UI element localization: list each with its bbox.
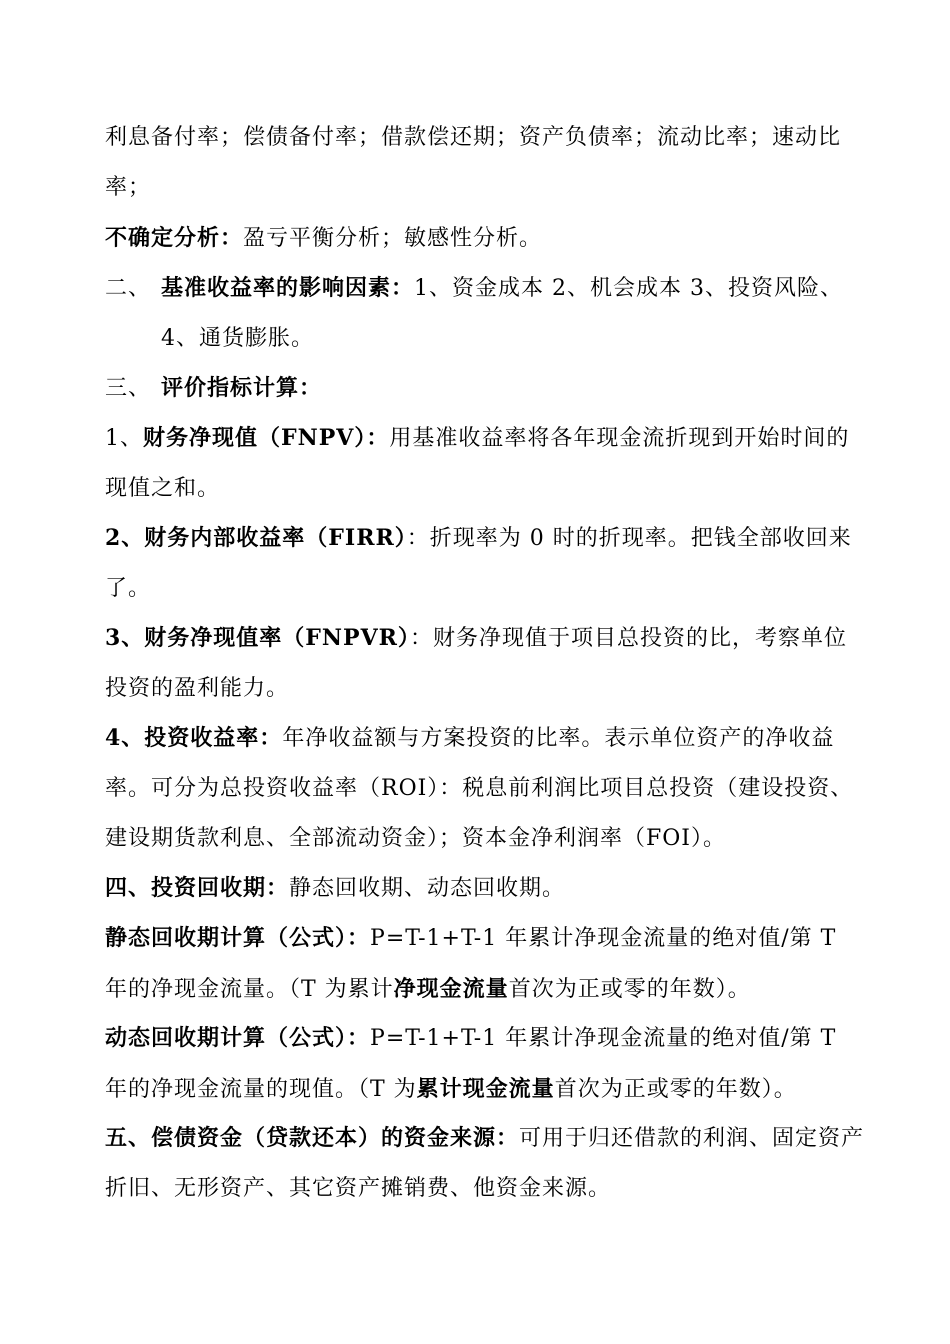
dynamic-payback-formula: P=T-1+T-1 年累计净现金流量的绝对值/第 T 年的净现金流量的现值。（T 为: [105, 1026, 837, 1102]
debt-repayment-heading: 五、偿债资金（贷款还本）的资金来源：: [105, 1125, 520, 1151]
paragraph-fnpv: [105, 413, 865, 514]
firr-text: ：折现率为 0 时的折现率。把钱全部收回来了。: [105, 526, 852, 601]
paragraph-evaluation-indicators: [105, 363, 865, 414]
static-payback-formula: P=T-1+T-1 年累计净现金流量的绝对值/第 T 年的净现金流量。（T 为累计: [105, 926, 837, 1002]
dynamic-payback-tail: 首次为正或零的年数）。: [554, 1077, 797, 1102]
paragraph-debt-repayment-sources: [105, 1113, 865, 1214]
fnpvr-heading: 3、财务净现值率（FNPVR）: [105, 625, 410, 651]
paragraph-uncertainty-analysis: [105, 213, 865, 264]
firr-heading: 2、财务内部收益率（FIRR）: [105, 525, 407, 551]
paragraph-fnpvr: [105, 613, 865, 714]
dynamic-payback-heading: 动态回收期计算（公式）：: [105, 1025, 371, 1051]
payback-period-text: 静态回收期、动态回收期。: [289, 876, 566, 901]
uncertainty-analysis-text: 盈亏平衡分析；敏感性分析。: [243, 226, 543, 251]
dynamic-payback-emphasis: 累计现金流量: [416, 1076, 555, 1102]
static-payback-heading: 静态回收期计算（公式）：: [105, 925, 371, 951]
debt-repayment-text: 可用于归还借款的利润、固定资产折旧、无形资产、其它资产摊销费、他资金来源。: [105, 1126, 865, 1201]
paragraph-dynamic-payback: [105, 1013, 865, 1115]
investment-return-heading: 4、投资收益率：: [105, 725, 283, 751]
paragraph-payback-period: [105, 863, 865, 914]
static-payback-tail: 首次为正或零的年数）。: [508, 977, 751, 1002]
uncertainty-analysis-heading: 不确定分析：: [105, 225, 244, 251]
fnpvr-text: ：财务净现值于项目总投资的比，考察单位投资的盈利能力。: [105, 626, 847, 701]
evaluation-indicators-heading: 评价指标计算：: [161, 375, 323, 401]
paragraph-static-payback: [105, 913, 865, 1015]
investment-return-text: 年净收益额与方案投资的比率。表示单位资产的净收益率。可分为总投资收益率（ROI）：税息前利润比项目总投资（建设投资、建设期货款利息、全部流动资金）；资本金净利润率（FOI）。: [105, 726, 854, 851]
solvency-indicators-text: 利息备付率；偿债备付率；借款偿还期；资产负债率；流动比率；速动比率；: [105, 125, 842, 200]
paragraph-solvency-indicators: [105, 113, 865, 213]
payback-period-heading: 四、投资回收期：: [105, 875, 290, 901]
static-payback-emphasis: 净现金流量: [393, 976, 509, 1002]
paragraph-firr: [105, 513, 865, 614]
fnpv-text: 用基准收益率将各年现金流折现到开始时间的现值之和。: [105, 426, 850, 501]
paragraph-investment-return-rate: [105, 713, 865, 864]
paragraph-benchmark-rate-factors: [105, 263, 865, 364]
section-marker-2: 二、: [105, 276, 152, 301]
benchmark-rate-text: 1、资金成本 2、机会成本 3、投资风险、4、通货膨胀。: [161, 276, 843, 351]
section-marker-3: 三、: [105, 376, 152, 401]
fnpv-number: 1、: [105, 426, 143, 451]
fnpv-heading: 财务净现值（FNPV）：: [143, 425, 390, 451]
benchmark-rate-heading: 基准收益率的影响因素：: [161, 275, 415, 301]
